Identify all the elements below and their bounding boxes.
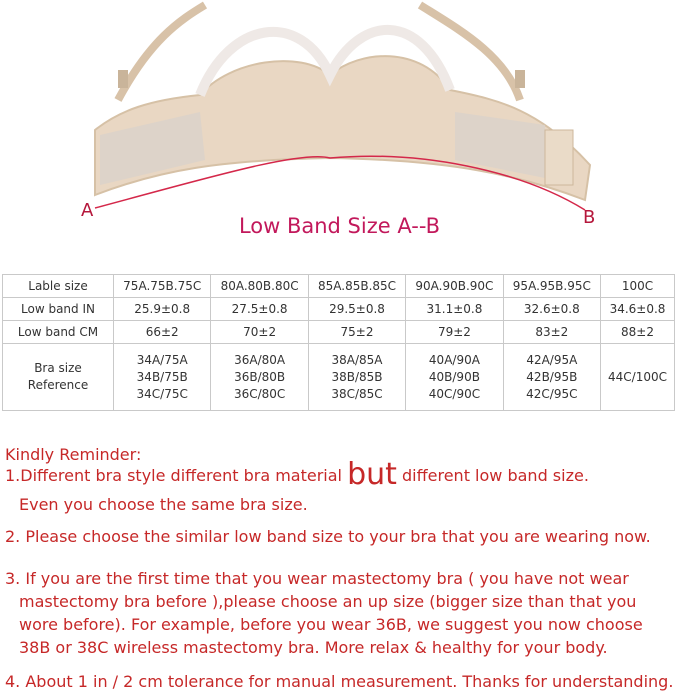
reminder-item-1-text-a: 1.Different bra style different bra material bbox=[5, 466, 342, 485]
table-row-reference bbox=[3, 344, 675, 411]
reference-cell bbox=[114, 344, 211, 411]
reference-cell bbox=[308, 344, 405, 411]
table-cell: 79±2 bbox=[406, 321, 503, 344]
reminder-item-1-emphasis: but bbox=[347, 457, 397, 492]
table-header-cell: 85A.85B.85C bbox=[308, 275, 405, 298]
reminder-item-4: 4. About 1 in / 2 cm tolerance for manual measurement. Thanks for understanding. bbox=[5, 672, 674, 691]
reference-size: 40A/90A bbox=[428, 352, 480, 367]
reference-size: 40B/90B bbox=[428, 369, 480, 384]
reminder-item-1-line-2: Even you choose the same bra size. bbox=[19, 495, 308, 514]
row-label-reference bbox=[3, 344, 114, 411]
table-cell: 83±2 bbox=[503, 321, 600, 344]
reference-size: 34C/75C bbox=[136, 386, 188, 401]
row-label: Low band IN bbox=[3, 298, 114, 321]
reminder-item-3-line-2: mastectomy bra before ),please choose an up size (bigger size than that you bbox=[19, 592, 637, 611]
size-table bbox=[2, 274, 675, 411]
table-header-cell: 80A.80B.80C bbox=[211, 275, 308, 298]
hook-closure bbox=[545, 130, 573, 185]
reminder-item-1-text-b: different low band size. bbox=[402, 466, 589, 485]
right-strap-slider bbox=[515, 70, 525, 88]
reference-size: 40C/90C bbox=[428, 386, 481, 401]
point-a-label: A bbox=[81, 200, 94, 221]
reference-size: 34B/75B bbox=[136, 369, 188, 384]
reference-size: 34A/75A bbox=[136, 352, 188, 367]
table-cell: 29.5±0.8 bbox=[308, 298, 405, 321]
reference-cell bbox=[601, 344, 675, 411]
table-cell: 34.6±0.8 bbox=[601, 298, 675, 321]
row-label: Low band CM bbox=[3, 321, 114, 344]
reference-label-line: Bra size bbox=[34, 361, 82, 375]
reference-size: 38C/85C bbox=[331, 386, 383, 401]
table-header-row bbox=[3, 275, 675, 298]
reminder-item-3-line-3: wore before). For example, before you wear 36B, we suggest you now choose bbox=[19, 615, 643, 634]
reference-size: 42C/95C bbox=[526, 386, 578, 401]
figure-caption: Low Band Size A--B bbox=[238, 214, 441, 238]
table-cell: 27.5±0.8 bbox=[211, 298, 308, 321]
reference-size: 38B/85B bbox=[331, 369, 383, 384]
table-row bbox=[3, 298, 675, 321]
reference-label-line: Reference bbox=[27, 378, 89, 392]
reminder-item-1 bbox=[5, 457, 589, 492]
bra-illustration bbox=[0, 0, 679, 250]
reference-size: 42B/95B bbox=[526, 369, 578, 384]
reference-size: 36B/80B bbox=[234, 369, 286, 384]
reference-size: 38A/85A bbox=[331, 352, 383, 367]
table-cell: 25.9±0.8 bbox=[114, 298, 211, 321]
point-b-label: B bbox=[583, 207, 596, 228]
table-cell: 66±2 bbox=[114, 321, 211, 344]
table-header-cell: 100C bbox=[601, 275, 675, 298]
reminder-item-3-line-4: 38B or 38C wireless mastectomy bra. More relax & healthy for your body. bbox=[19, 638, 608, 657]
table-row bbox=[3, 321, 675, 344]
reference-cell bbox=[503, 344, 600, 411]
reference-cell bbox=[406, 344, 503, 411]
reference-size: 44C/100C bbox=[608, 369, 667, 384]
table-header-cell: Lable size bbox=[3, 275, 114, 298]
table-cell: 32.6±0.8 bbox=[503, 298, 600, 321]
table-header-cell: 90A.90B.90C bbox=[406, 275, 503, 298]
reminder-item-2: 2. Please choose the similar low band size to your bra that you are wearing now. bbox=[5, 527, 651, 546]
reference-size: 36C/80C bbox=[233, 386, 286, 401]
table-cell: 31.1±0.8 bbox=[406, 298, 503, 321]
table-cell: 70±2 bbox=[211, 321, 308, 344]
table-header-cell: 75A.75B.75C bbox=[114, 275, 211, 298]
left-strap-slider bbox=[118, 70, 128, 88]
table-cell: 75±2 bbox=[308, 321, 405, 344]
reference-size: 42A/95A bbox=[526, 352, 578, 367]
left-strap bbox=[118, 5, 205, 100]
reference-cell bbox=[211, 344, 308, 411]
table-header-cell: 95A.95B.95C bbox=[503, 275, 600, 298]
reminder-title: Kindly Reminder: bbox=[5, 445, 142, 464]
reference-size: 36A/80A bbox=[234, 352, 286, 367]
table-cell: 88±2 bbox=[601, 321, 675, 344]
reminder-item-3-line-1: 3. If you are the first time that you wear mastectomy bra ( you have not wear bbox=[5, 569, 629, 588]
